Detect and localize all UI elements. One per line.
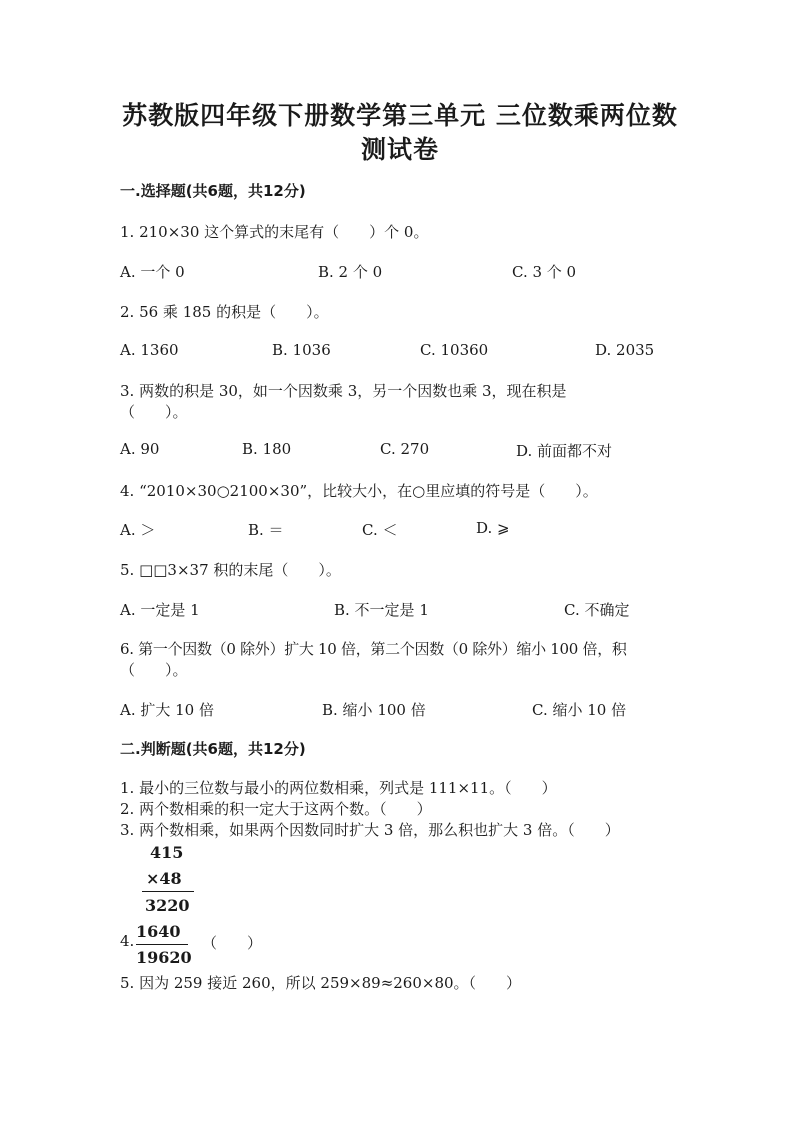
question-5-stem: 5. □□3×37 积的末尾（ ）。	[120, 561, 341, 579]
question-4-option-d[interactable]: D. ⩾	[476, 519, 510, 537]
question-3-option-b[interactable]: B. 180	[242, 440, 292, 458]
judge-5: 5. 因为 259 接近 260，所以 259×89≈260×80。（ ）	[120, 974, 522, 992]
title-line-1: 苏教版四年级下册数学第三单元 三位数乘两位数	[122, 101, 678, 130]
question-4-option-b[interactable]: B. ＝	[248, 521, 284, 539]
question-3-stem-line-2: （ ）。	[120, 403, 188, 421]
calc-multiplier: ×48	[146, 869, 182, 888]
question-5-option-b[interactable]: B. 不一定是 1	[334, 601, 429, 619]
judge-1: 1. 最小的三位数与最小的两位数相乘，列式是 111×11。（ ）	[120, 779, 557, 797]
question-2-option-d[interactable]: D. 2035	[595, 341, 655, 359]
question-4-option-a[interactable]: A. ＞	[120, 521, 156, 539]
judge-4-number: 4.	[120, 932, 135, 950]
question-2-option-c[interactable]: C. 10360	[420, 341, 489, 359]
question-6-option-a[interactable]: A. 扩大 10 倍	[120, 701, 214, 719]
question-1-stem: 1. 210×30 这个算式的末尾有（ ）个 0。	[120, 223, 429, 241]
title-line-2: 测试卷	[360, 135, 439, 164]
question-1-option-a[interactable]: A. 一个 0	[120, 263, 185, 281]
calc-multiplicand: 415	[150, 843, 184, 862]
calc-partial-1: 3220	[145, 896, 190, 915]
question-2-stem: 2. 56 乘 185 的积是（ ）。	[120, 303, 329, 321]
question-3-stem-line-1: 3. 两数的积是 30，如一个因数乘 3，另一个因数也乘 3，现在积是	[120, 382, 567, 400]
calc-result: 19620	[136, 948, 192, 967]
question-2-option-b[interactable]: B. 1036	[272, 341, 331, 359]
judge-2: 2. 两个数相乘的积一定大于这两个数。（ ）	[120, 800, 432, 818]
question-6-stem-line-2: （ ）。	[120, 661, 188, 679]
section-judge-heading: 二.判断题(共6题，共12分)	[120, 740, 306, 758]
question-6-option-b[interactable]: B. 缩小 100 倍	[322, 701, 426, 719]
judge-3: 3. 两个数相乘，如果两个因数同时扩大 3 倍，那么积也扩大 3 倍。（ ）	[120, 821, 620, 839]
question-3-option-c[interactable]: C. 270	[380, 440, 430, 458]
calc-rule-2	[136, 944, 188, 945]
question-5-option-a[interactable]: A. 一定是 1	[120, 601, 200, 619]
question-2-option-a[interactable]: A. 1360	[120, 341, 179, 359]
question-1-option-b[interactable]: B. 2 个 0	[318, 263, 383, 281]
calc-partial-2: 1640	[136, 922, 181, 941]
question-5-option-c[interactable]: C. 不确定	[564, 601, 630, 619]
calc-rule-1	[142, 891, 194, 892]
section-choice-heading: 一.选择题(共6题，共12分)	[120, 182, 306, 200]
question-3-option-a[interactable]: A. 90	[120, 440, 160, 458]
question-6-option-c[interactable]: C. 缩小 10 倍	[532, 701, 627, 719]
question-3-option-d[interactable]: D. 前面都不对	[516, 442, 613, 460]
question-4-stem: 4. “2010×30○2100×30”，比较大小，在○里应填的符号是（ ）。	[120, 482, 598, 500]
question-4-option-c[interactable]: C. ＜	[362, 521, 398, 539]
question-1-option-c[interactable]: C. 3 个 0	[512, 263, 577, 281]
judge-4-paren: （ ）	[202, 934, 263, 952]
question-6-stem-line-1: 6. 第一个因数（0 除外）扩大 10 倍，第二个因数（0 除外）缩小 100 倍，积	[120, 640, 627, 658]
